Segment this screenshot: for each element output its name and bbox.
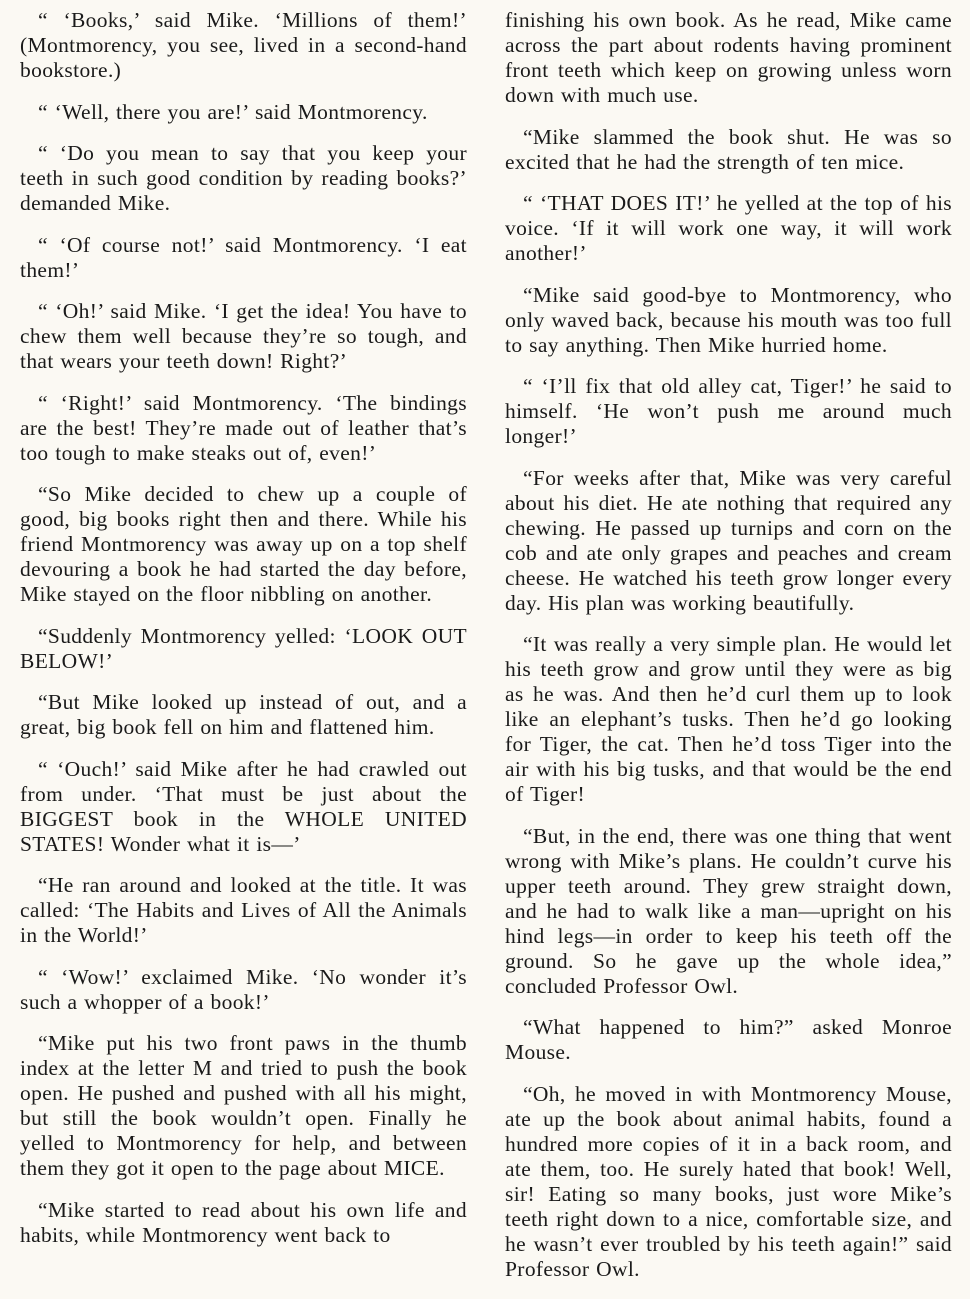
paragraph: “ ‘Right!’ said Montmorency. ‘The bindings are the best! They’re made out of leather that’s too tough to make steaks out of, even!’ [20, 390, 467, 465]
left-column [20, 8, 467, 1299]
paragraph: “Mike slammed the book shut. He was so excited that he had the strength of ten mice. [505, 124, 952, 174]
paragraph: finishing his own book. As he read, Mike came across the part about rodents having prominent front teeth which keep on growing unless worn down with much use. [505, 8, 952, 107]
paragraph: “But Mike looked up instead of out, and a great, big book fell on him and flattened him. [20, 690, 467, 739]
paragraph: “So Mike decided to chew up a couple of good, big books right then and there. While his friend Montmorency was away up on a top shelf devouring a book he had started the day before, Mike stayed on the floor nibbling on another. [20, 482, 467, 606]
paragraph: “Mike started to read about his own life and habits, while Montmorency went back to [20, 1197, 467, 1247]
paragraph: “He ran around and looked at the title. It was called: ‘The Habits and Lives of All the Animals in the World!’ [20, 873, 467, 947]
paragraph: “ ‘Well, there you are!’ said Montmorency. [38, 99, 428, 124]
paragraph: “ ‘Of course not!’ said Montmorency. ‘I eat them!’ [20, 232, 467, 282]
paragraph: “ ‘Oh!’ said Mike. ‘I get the idea! You have to chew them well because they’re so tough, and that wears your teeth down! Right?’ [20, 299, 467, 373]
paragraph: “Mike put his two front paws in the thumb index at the letter M and tried to push the book open. He pushed and pushed with all his might, but still the book wouldn’t open. Finally he yelled to Montmorency for help, and between them they got it open to the page about MICE. [20, 1031, 467, 1180]
paragraph: “But, in the end, there was one thing that went wrong with Mike’s plans. He couldn’t curve his upper teeth around. They grew straight down, and he had to walk like a man—upright on his hind legs—in order to keep his teeth off the ground. So he gave up the whole idea,” concluded Professor Owl. [505, 823, 952, 998]
paragraph: “For weeks after that, Mike was very careful about his diet. He ate nothing that required any chewing. He passed up turnips and corn on the cob and ate only grapes and peaches and cream cheese. He watched his teeth grow longer every day. His plan was working beautifully. [505, 465, 952, 615]
paragraph: “ ‘Books,’ said Mike. ‘Millions of them!’ (Montmorency, you see, lived in a second-hand bookstore.) [20, 8, 467, 82]
paragraph: “ ‘Wow!’ exclaimed Mike. ‘No wonder it’s such a whopper of a book!’ [20, 964, 467, 1014]
paragraph: “Oh, he moved in with Montmorency Mouse, ate up the book about animal habits, found a hundred more copies of it in a back room, and ate them, too. He surely hated that book! Well, sir! Eating so many books, just wore Mike’s teeth right down to a nice, comfortable size, and he wasn’t ever troubled by his teeth again!” said Professor Owl. [505, 1081, 952, 1281]
right-column [505, 8, 952, 1299]
paragraph: “Mike said good-bye to Montmorency, who only waved back, because his mouth was too full to say anything. Then Mike hurried home. [505, 282, 952, 357]
paragraph: “ ‘Ouch!’ said Mike after he had crawled out from under. ‘That must be just about the BIGGEST book in the WHOLE UNITED STATES! Wonder what it is—’ [20, 756, 467, 856]
paragraph: “What happened to him?” asked Monroe Mouse. [505, 1015, 952, 1064]
paragraph: “ ‘Do you mean to say that you keep your teeth in such good condition by reading books?’ demanded Mike. [20, 141, 467, 215]
paragraph: “ ‘I’ll fix that old alley cat, Tiger!’ he said to himself. ‘He won’t push me around much longer!’ [505, 374, 952, 448]
paragraph: “ ‘THAT DOES IT!’ he yelled at the top of his voice. ‘If it will work one way, it will work another!’ [505, 191, 952, 265]
paragraph: “Suddenly Montmorency yelled: ‘LOOK OUT BELOW!’ [20, 623, 467, 673]
paragraph: “It was really a very simple plan. He would let his teeth grow and grow until they were as big as he was. And then he’d curl them up to look like an elephant’s tusks. Then he’d go looking for Tiger, the cat. Then he’d toss Tiger into the air with his big tusks, and that would be the end of Tiger! [505, 632, 952, 806]
